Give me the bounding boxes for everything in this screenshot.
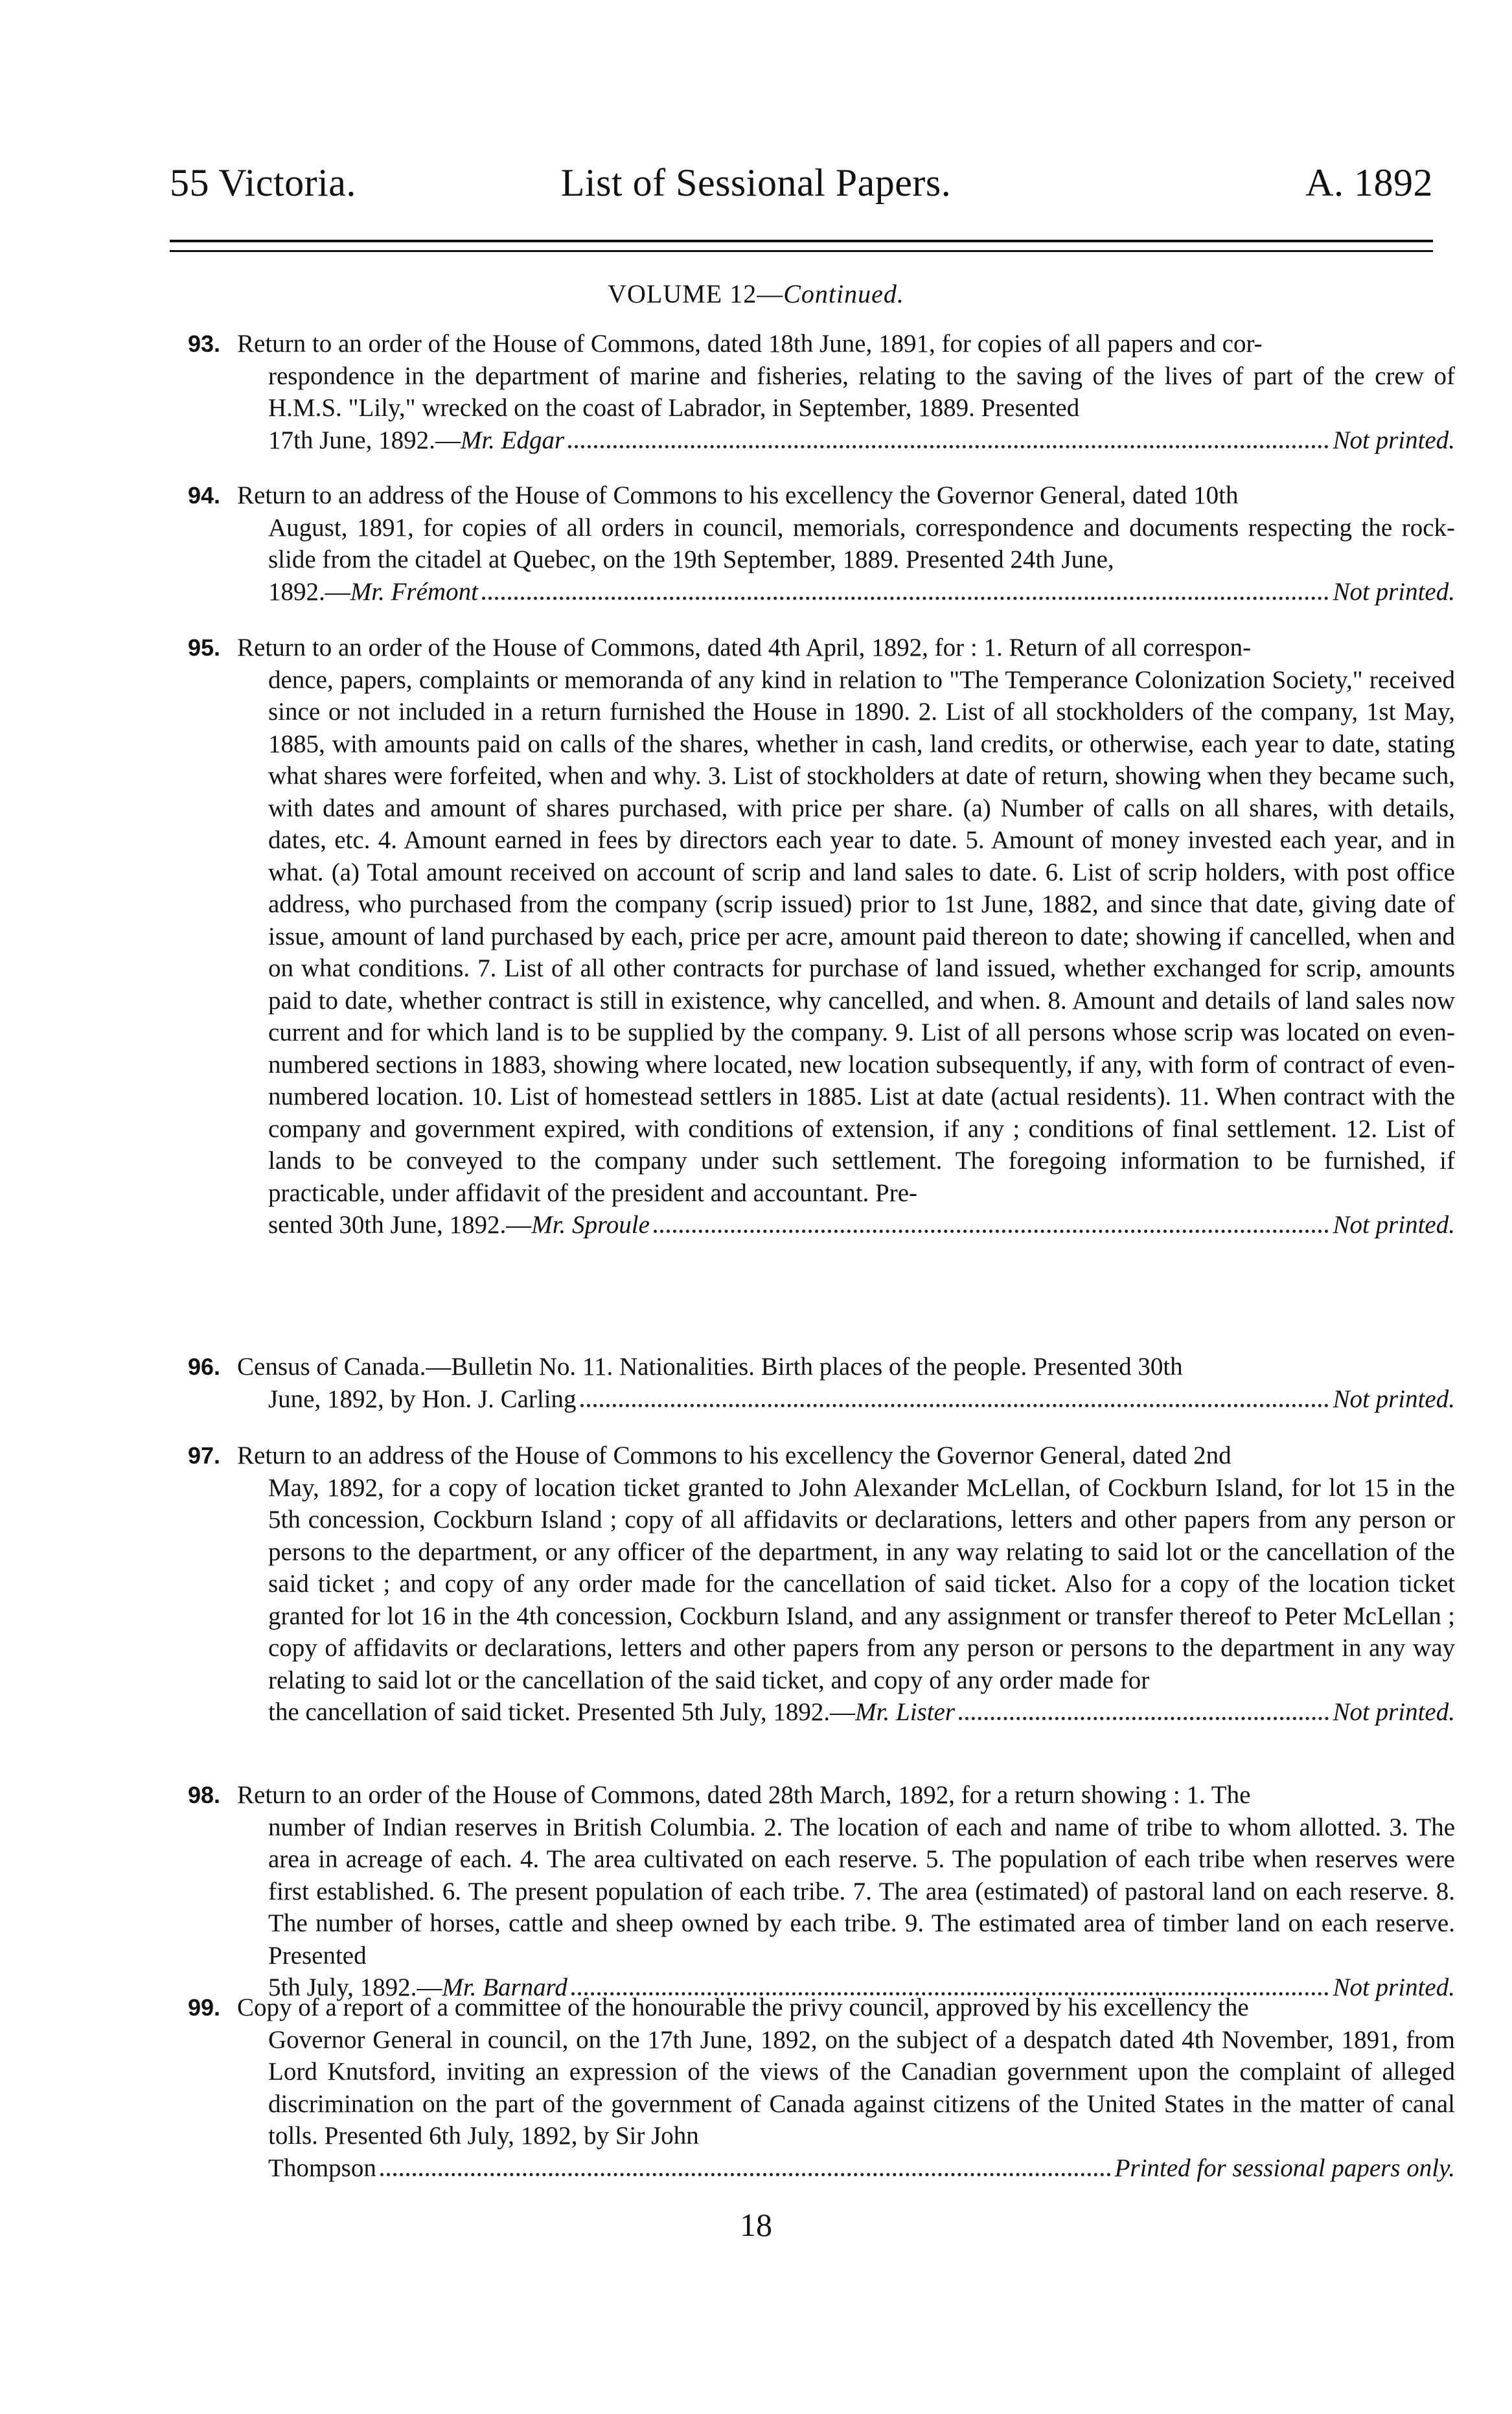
paper-entry-94 [188,479,1455,608]
entry-number: 98. [188,1782,221,1808]
entry-last-line [188,2152,1455,2185]
entry-last-lead: 17th June, 1892.— [268,426,461,454]
paper-entry-93 [188,328,1455,456]
entry-last-lead: Thompson [268,2154,376,2182]
entry-member: Mr. Frémont [350,577,478,606]
leader-dots [380,2173,1111,2176]
entry-first-line: Return to an order of the House of Commons, dated 28th March, 1892, for a return showing : 1. The [237,1781,1251,1809]
entry-last-lead: 5th July, 1892.— [268,1973,442,2001]
entry-last-line [188,1383,1455,1416]
entry-last-lead: the cancellation of said ticket. Presented 5th July, 1892.— [268,1698,856,1726]
entry-last-lead: sented 30th June, 1892.— [268,1211,532,1239]
leader-dots [580,1404,1329,1407]
entry-number: 99. [188,1994,221,2021]
leader-dots [568,445,1329,448]
entry-last-line [188,1209,1455,1241]
entry-first-line: Return to an order of the House of Commons, dated 18th June, 1891, for copies of all papers and cor- [237,330,1263,358]
entry-member: Mr. Edgar [460,426,565,454]
entry-last-line [188,1696,1455,1729]
entry-last-line [188,576,1455,608]
entry-body: Governor General in council, on the 17th June, 1892, on the subject of a despatch dated 4th November, 1891, from Lord Knutsford, inviting an expression of the views of the Canadian government upon the complaint of alleged discrimination on the part of the government of Canada against citizens of the United States in the matter of canal tolls. Presented 6th July, 1892, by Sir John [268,2025,1455,2150]
entry-status: Not printed. [1333,426,1455,454]
entry-last-lead: 1892.— [268,577,350,606]
volume-label: VOLUME 12— [608,279,784,308]
entry-status: Not printed. [1333,1385,1455,1413]
leader-dots [959,1717,1329,1720]
entry-first-line: Census of Canada.—Bulletin No. 11. Nationalities. Birth places of the people. Presented 30th [237,1353,1183,1381]
volume-heading [0,279,1512,309]
page-number: 18 [740,2207,772,2243]
entry-member: Mr. Barnard [442,1973,567,2001]
entry-body: respondence in the department of marine and fisheries, relating to the saving of the lives of part of the crew of H.M.S. "Lily," wrecked on the coast of Labrador, in September, 1889. Presented [268,362,1455,422]
paper-entry-96 [188,1351,1455,1415]
entry-number: 97. [188,1442,221,1469]
entry-body: number of Indian reserves in British Columbia. 2. The location of each and name of tribe to whom allotted. 3. The area in acreage of each. 4. The area cultivated on each reserve. 5. The population of each tribe when reserves were first established. 6. The present population of each tribe. 7. The area (estimated) of pastoral land on each reserve. 8. The number of horses, cattle and sheep owned by each tribe. 9. The estimated area of timber land on each reserve. Presented [268,1813,1455,1970]
entry-last-line [188,424,1455,457]
running-title: List of Sessional Papers. [560,161,952,204]
entry-first-line: Return to an order of the House of Commons, dated 4th April, 1892, for : 1. Return of all correspon- [237,634,1252,661]
header-rule-bottom [170,250,1433,252]
entry-number: 95. [188,634,221,661]
entry-first-line: Return to an address of the House of Commons to his excellency the Governor General, dated 2nd [237,1442,1231,1469]
entry-first-line: Copy of a report of a committee of the honourable the privy council, approved by his excellency the [237,1994,1249,2021]
entry-status: Not printed. [1333,1211,1455,1239]
paper-entry-95 [188,632,1455,1241]
entry-member: Mr. Lister [855,1698,956,1726]
entry-status: Not printed. [1333,1698,1455,1726]
entry-member: Mr. Sproule [531,1211,650,1239]
entry-body: August, 1891, for copies of all orders in council, memorials, correspondence and documents respecting the rock-slide from the citadel at Quebec, on the 19th September, 1889. Presented 24th June, [268,513,1455,573]
entry-body: dence, papers, complaints or memoranda of any kind in relation to "The Temperance Colonization Society," received since or not included in a return furnished the House in 1890. 2. List of all stockholders of the company, 1st May, 1885, with amounts paid on calls of the shares, whether in cash, land credits, or otherwise, each year to date, stating what shares were forfeited, when and why. 3. List of stockholders at date of return, showing when they became such, with dates and amount of shares purchased, with price per share. (a) Number of calls on all shares, with details, dates, etc. 4. Amount earned in fees by directors each year to date. 5. Amount of money invested each year, and in what. (a) Total amount received on account of scrip and land sales to date. 6. List of scrip holders, with post office address, who purchased from the company (scrip issued) prior to 1st June, 1882, and since that date, giving date of issue, amount of land purchased by each, price per acre, amount paid thereon to date; showing if cancelled, when and on what conditions. 7. List of all other contracts for purchase of land issued, whether exchanged for scrip, amounts paid to date, whether contract is still in existence, why cancelled, and when. 8. Amount and details of land sales now current and for which land is to be supplied by the company. 9. List of all persons whose scrip was located on even-numbered sections in 1883, showing where located, new location subsequently, if any, with form of contract of even-numbered location. 10. List of homestead settlers in 1885. List at date (actual residents). 11. When contract with the company and government expired, with conditions of extension, if any ; conditions of final settlement. 12. List of lands to be conveyed to the company under such settlement. The foregoing information to be furnished, if practicable, under affidavit of the president and accountant. Pre- [268,665,1455,1207]
entry-body: May, 1892, for a copy of location ticket granted to John Alexander McLellan, of Cockburn Island, for lot 15 in the 5th concession, Cockburn Island ; copy of all affidavits or declarations, letters and other papers from any person or persons to the department, or any officer of the department, in any way relating to said lot or the cancellation of the said ticket ; and copy of any order made for the cancellation of said ticket. Also for a copy of the location ticket granted for lot 16 in the 4th concession, Cockburn Island, and any assignment or transfer thereof to Peter McLellan ; copy of affidavits or declarations, letters and other papers from any person or persons to the department in any way relating to said lot or the cancellation of the said ticket, and copy of any order made for [268,1473,1455,1694]
entry-number: 96. [188,1353,221,1380]
leader-dots [654,1230,1329,1233]
document-year: A. 1892 [1305,161,1433,204]
paper-entry-97 [188,1440,1455,1729]
entry-number: 94. [188,482,221,509]
paper-entry-99 [188,1992,1455,2184]
paper-entry-98 [188,1779,1455,2004]
volume-continued: Continued. [783,279,904,308]
leader-dots [482,597,1329,600]
entry-number: 93. [188,330,221,357]
regnal-year: 55 Victoria. [170,161,356,204]
header-rule-top [170,240,1433,242]
entry-status: Printed for sessional papers only. [1114,2154,1455,2182]
entry-status: Not printed. [1333,1973,1455,2001]
entry-status: Not printed. [1333,577,1455,606]
entry-last-lead: June, 1892, by Hon. J. Carling [268,1385,577,1413]
entry-first-line: Return to an address of the House of Commons to his excellency the Governor General, dated 10th [237,481,1239,509]
